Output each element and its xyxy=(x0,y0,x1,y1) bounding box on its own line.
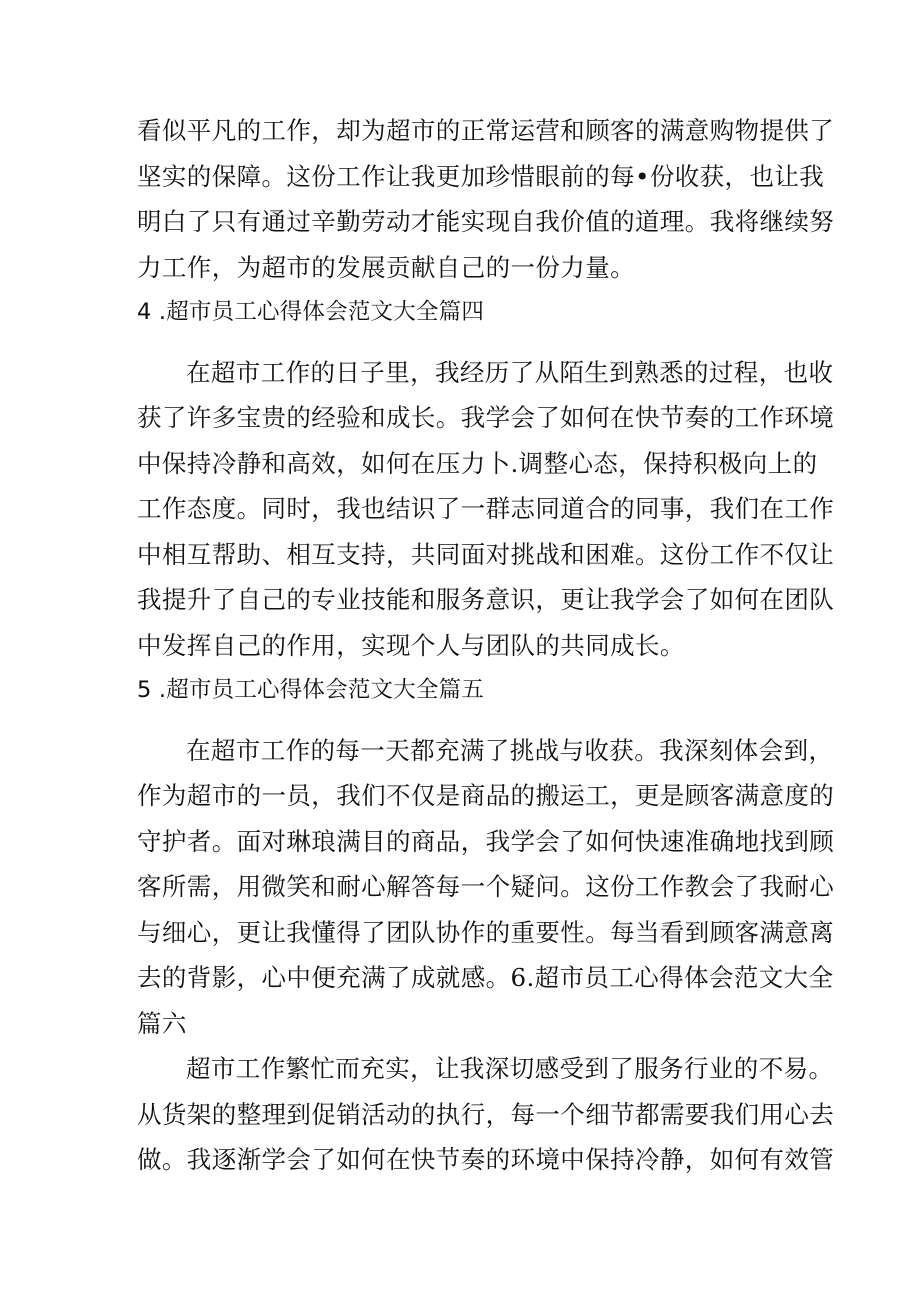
text-line: 获了许多宝贵的经验和成长。我学会了如何在快节奏的工作环境 xyxy=(137,403,835,432)
text-line: 中保持冷静和高效，如何在压力卜.调整心态，保持积极向上的 xyxy=(137,448,818,478)
text-line: 坚实的保障。这份工作让我更加珍惜眼前的每•份收获，也让我 xyxy=(137,161,825,191)
spacer xyxy=(137,336,787,350)
text-line: 看似平凡的工作，却为超市的正常运营和顾客的满意购物提供了 xyxy=(137,116,835,145)
text-line: 力工作，为超市的发展贡献自己的一份力量。 xyxy=(137,252,635,282)
spacer xyxy=(137,714,787,728)
text-line: 我提升了自己的专业技能和服务意识，更让我学会了如何在团队 xyxy=(137,585,835,614)
text-line: 作为超市的一员，我们不仅是商品的搬运工，更是顾客满意度的 xyxy=(137,781,835,810)
paragraph-section-4 xyxy=(137,350,835,669)
text-line: 超市工作繁忙而充实，让我深切感受到了服务行业的不易。 xyxy=(186,1054,834,1083)
text-line: 与细心，更让我懂得了团队协作的重要性。每当看到顾客满意离 xyxy=(137,917,835,947)
text-line: 在超市工作的日子里，我经历了从陌生到熟悉的过程，也收 xyxy=(186,357,834,387)
text-line: 篇六 xyxy=(137,1008,187,1038)
paragraph-continued xyxy=(137,108,835,290)
text-line: 客所需，用微笑和耐心解答每一个疑问。这份工作教会了我耐心 xyxy=(137,872,835,901)
document-page xyxy=(137,108,835,1183)
section-heading-4: 4 .超市员工心得体会范文大全篇四 xyxy=(137,299,485,325)
text-line: 中发挥自己的作用，实现个人与团队的共同成长。 xyxy=(137,630,685,660)
text-line: 中相互帮助、相互支持，共同面对挑战和困难。这份工作不仅让 xyxy=(137,539,835,569)
paragraph-section-5 xyxy=(137,728,835,1047)
text-line: 在超市工作的每一天都充满了挑战与收获。我深刻体会到， xyxy=(186,735,834,765)
text-line: 明白了只有通过辛勤劳动才能实现自我价值的道理。我将继续努 xyxy=(137,207,835,236)
text-line: 守护者。面对琳琅满目的商品，我学会了如何快速准确地找到顾 xyxy=(137,826,835,856)
text-line: 去的背影，心中便充满了成就感。6.超市员工心得体会范文大全 xyxy=(137,963,834,992)
section-heading-5: 5 .超市员工心得体会范文大全篇五 xyxy=(137,677,485,703)
text-line: 工作态度。同时，我也结识了一群志同道合的同事，我们在工作 xyxy=(137,494,835,523)
paragraph-section-6 xyxy=(137,1046,835,1183)
text-line: 做。我逐渐学会了如何在快节奏的环境中保持冷静，如何有效管 xyxy=(137,1145,835,1174)
text-line: 从货架的整理到促销活动的执行，每一个细节都需要我们用心去 xyxy=(137,1099,835,1129)
